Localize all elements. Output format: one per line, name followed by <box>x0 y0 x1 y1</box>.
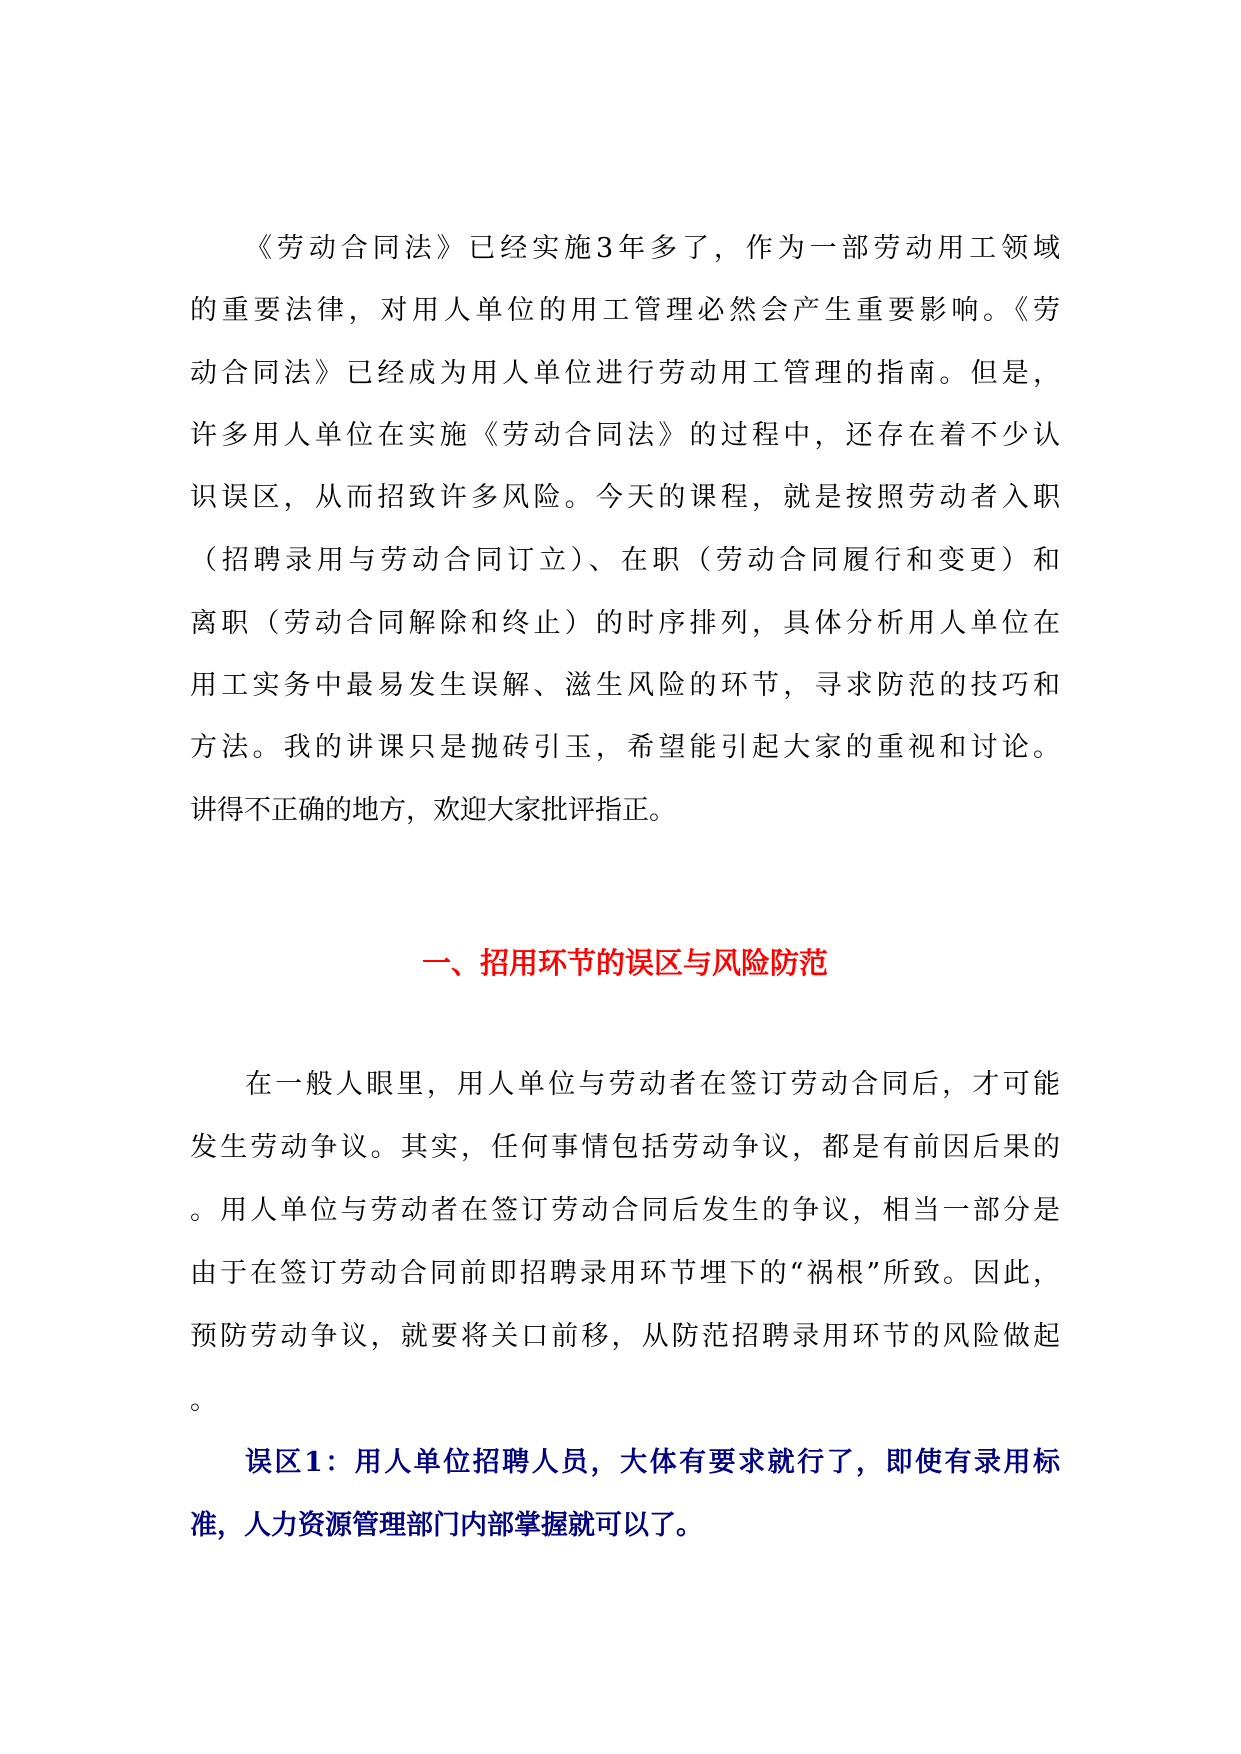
intro-line-3: 动合同法》已经成为用人单位进行劳动用工管理的指南。但是， <box>190 358 1060 389</box>
section-line-1: 在一般人眼里，用人单位与劳动者在签订劳动合同后，才可能 <box>245 1069 1060 1100</box>
intro-line-10: 讲得不正确的地方，欢迎大家批评指正。 <box>190 795 676 826</box>
intro-line-8: 用工实务中最易发生误解、滋生风险的环节，寻求防范的技巧和 <box>190 670 1060 701</box>
section-line-6: 。 <box>190 1385 217 1416</box>
intro-line-1: 《劳动合同法》已经实施3年多了，作为一部劳动用工领域 <box>245 233 1060 264</box>
section-line-4: 由于在签订劳动合同前即招聘录用环节埋下的“祸根”所致。因此， <box>190 1258 1060 1289</box>
section-heading: 一、招用环节的误区与风险防范 <box>421 946 828 980</box>
myth-1-line-1: 误区1：用人单位招聘人员，大体有要求就行了，即使有录用标 <box>245 1447 1060 1478</box>
intro-line-6: （招聘录用与劳动合同订立）、在职（劳动合同履行和变更）和 <box>190 545 1060 576</box>
section-line-3: 。用人单位与劳动者在签订劳动合同后发生的争议，相当一部分是 <box>190 1195 1060 1226</box>
section-line-2: 发生劳动争议。其实，任何事情包括劳动争议，都是有前因后果的 <box>190 1132 1060 1163</box>
intro-line-5: 识误区，从而招致许多风险。今天的课程，就是按照劳动者入职 <box>190 482 1060 513</box>
intro-line-7: 离职（劳动合同解除和终止）的时序排列，具体分析用人单位在 <box>190 608 1060 639</box>
intro-line-4: 许多用人单位在实施《劳动合同法》的过程中，还存在着不少认 <box>190 420 1060 451</box>
intro-line-9: 方法。我的讲课只是抛砖引玉，希望能引起大家的重视和讨论。 <box>190 732 1060 763</box>
intro-line-2: 的重要法律，对用人单位的用工管理必然会产生重要影响。《劳 <box>190 295 1060 326</box>
section-line-5: 预防劳动争议，就要将关口前移，从防范招聘录用环节的风险做起 <box>190 1321 1060 1352</box>
myth-1-line-2: 准，人力资源管理部门内部掌握就可以了。 <box>190 1510 703 1541</box>
